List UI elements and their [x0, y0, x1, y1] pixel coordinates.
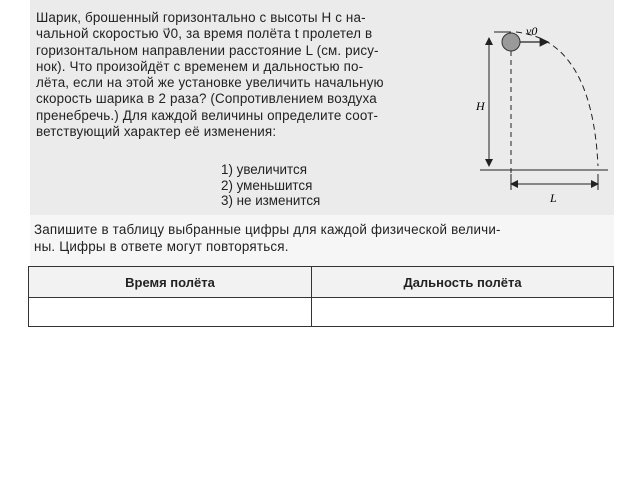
answer-table	[28, 266, 614, 327]
trajectory-curve	[516, 32, 598, 166]
table-header-row	[29, 267, 614, 298]
problem-line: ветствующий характер её изменения:	[36, 124, 277, 140]
instruction-text	[34, 222, 609, 255]
instruction-line: Запишите в таблицу выбранные цифры для каждой физической величи-	[34, 222, 501, 237]
instruction-line: ны. Цифры в ответе могут повторяться.	[34, 238, 289, 254]
problem-line: горизонтальном направлении расстояние L (см. рису-	[36, 42, 379, 58]
answer-cell-distance[interactable]	[312, 298, 614, 327]
header-flight-time: Время полёта	[29, 267, 312, 298]
problem-line: пренебречь.) Для каждой величины определите соот-	[36, 107, 379, 123]
problem-line: скорость шарика в 2 раза? (Сопротивлением воздуха	[36, 91, 377, 107]
option-unchanged: 3) не изменится	[221, 193, 321, 209]
problem-text	[36, 10, 466, 140]
problem-line: лёта, если на этой же установке увеличить начальную	[36, 75, 384, 91]
answer-cell-time[interactable]	[29, 298, 312, 327]
option-increase: 1) увеличится	[221, 162, 307, 177]
problem-line: Шарик, брошенный горизонтально с высоты H с на-	[36, 10, 366, 25]
option-decrease: 2) уменьшится	[221, 177, 313, 193]
answer-options	[221, 162, 320, 209]
problem-line: нок). Что произойдёт с временем и дальностью по-	[36, 58, 364, 74]
problem-line: чальной скоростью v⃗0, за время полёта t пролетел в	[36, 26, 373, 42]
ball-icon	[502, 33, 520, 51]
distance-label: L	[550, 191, 557, 205]
height-label: H	[476, 99, 485, 113]
header-flight-distance: Дальность полёта	[312, 267, 614, 298]
projectile-figure	[474, 18, 612, 208]
table-answer-row	[29, 298, 614, 327]
velocity-label: v0	[526, 24, 538, 38]
